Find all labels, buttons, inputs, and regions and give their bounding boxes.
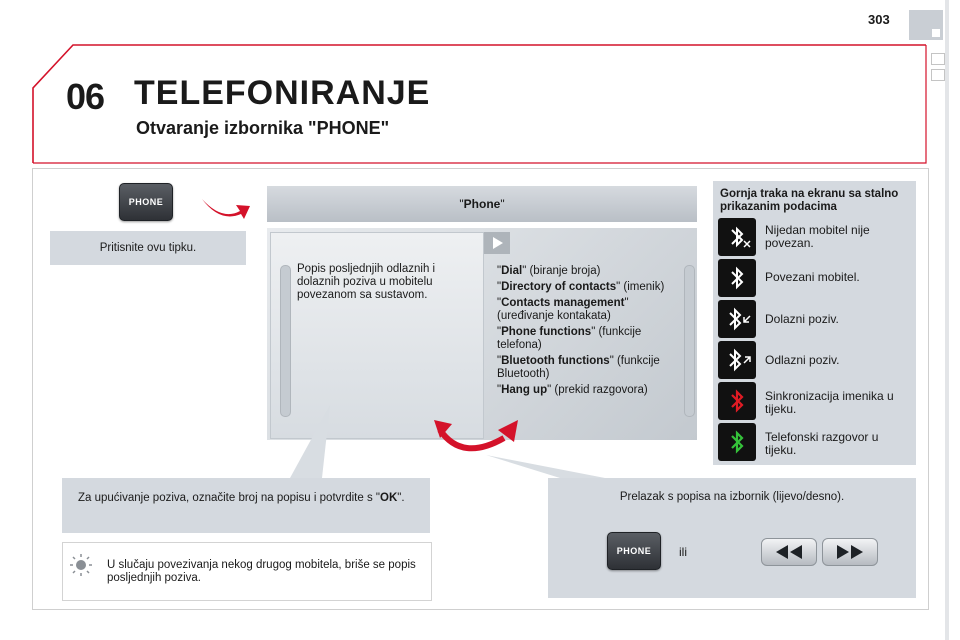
press-caption: Pritisnite ovu tipku.: [99, 242, 197, 254]
menu-item-contacts-management[interactable]: "Contacts management" (uređivanje kontakata): [497, 297, 629, 322]
bt-sync-icon: [718, 382, 756, 420]
tip-text: U slučaju povezivanja nekog drugog mobitela, briše se popis posljednjih poziva.: [107, 559, 416, 584]
status-label-sync: Sinkronizacija imenika u tijeku.: [765, 389, 894, 416]
status-label-call: Telefonski razgovor u tijeku.: [765, 430, 879, 457]
screen-top-label: Phone: [463, 197, 501, 211]
quote: ": [459, 197, 464, 211]
call-note-box: [62, 478, 430, 533]
bt-outgoing-icon: [718, 341, 756, 379]
bt-no-phone-icon: [718, 218, 756, 256]
chapter-number: 06: [66, 76, 105, 117]
tip-box: [62, 542, 432, 601]
nav-text: Prelazak s popisa na izbornik (lijevo/desno).: [619, 491, 845, 503]
status-label-outgoing: Odlazni poziv.: [765, 353, 840, 367]
quote: ": [500, 197, 505, 211]
menu-item-dial[interactable]: "Dial" (biranje broja): [497, 265, 601, 277]
menu-item-hang-up[interactable]: "Hang up" (prekid razgovora): [497, 384, 648, 396]
menu-item-phone-functions[interactable]: "Phone functions" (funkcije telefona): [497, 326, 642, 351]
page-number: 303: [868, 12, 890, 27]
call-note: Za upućivanje poziva, označite broj na popisu i potvrdite s "OK".: [78, 492, 405, 504]
phone-key-nav[interactable]: PHONE: [607, 532, 661, 570]
status-label-connected: Povezani mobitel.: [765, 270, 860, 284]
menu-item-directory[interactable]: "Directory of contacts" (imenik): [497, 281, 665, 293]
bt-incoming-icon: [718, 300, 756, 338]
chapter-title: TELEFONIRANJE: [134, 74, 431, 112]
fast-forward-icon: [833, 544, 867, 560]
lightbulb-icon: [69, 553, 93, 577]
bt-call-icon: [718, 423, 756, 461]
menu-item-bluetooth-functions[interactable]: "Bluetooth functions" (funkcije Bluetooth): [497, 355, 660, 380]
next-button[interactable]: [822, 538, 878, 566]
chapter-subtitle: Otvaranje izbornika "PHONE": [136, 118, 390, 138]
status-label-no-phone: Nijedan mobitel nije povezan.: [765, 223, 870, 250]
status-label-incoming: Dolazni poziv.: [765, 312, 839, 326]
status-bar-heading: Gornja traka na ekranu sa stalno prikazanim podacima: [720, 188, 899, 213]
phone-key[interactable]: PHONE: [119, 183, 173, 221]
or-label: ili: [679, 545, 687, 559]
bt-connected-icon: [718, 259, 756, 297]
previous-button[interactable]: [761, 538, 817, 566]
rewind-icon: [772, 544, 806, 560]
recent-calls-text: Popis posljednjih odlaznih i dolaznih poziva u mobitelu povezanom sa sustavom.: [297, 263, 436, 301]
